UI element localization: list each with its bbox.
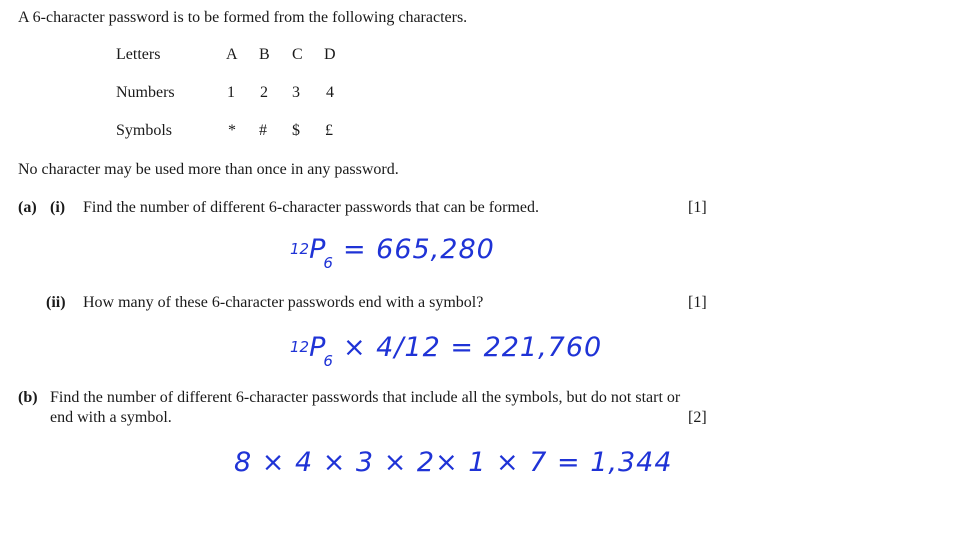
table-cell: # — [259, 122, 267, 139]
part-a-ii-marks: [1] — [688, 294, 707, 311]
row-label: Numbers — [116, 84, 175, 101]
answer-letter: P — [309, 234, 327, 265]
table-cell: * — [228, 122, 236, 139]
table-cell: $ — [292, 122, 300, 139]
intro-text: A 6-character password is to be formed from the following characters. — [18, 9, 468, 26]
row-label: Symbols — [116, 122, 173, 139]
answer-sup: 12 — [290, 338, 310, 356]
table-cell: 2 — [260, 84, 268, 101]
part-b-text-line1: Find the number of different 6-character passwords that include all the symbols, but do not start or — [50, 389, 681, 406]
table-cell: 3 — [292, 84, 300, 101]
part-a-i-marks: [1] — [688, 199, 707, 216]
row-label: Letters — [116, 46, 161, 63]
part-a-ii-text: How many of these 6-character passwords end with a symbol? — [83, 294, 484, 311]
table-cell: £ — [325, 122, 333, 139]
answer-a-i — [290, 234, 495, 272]
answer-b: 8 × 4 × 3 × 2× 1 × 7 = 1,344 — [234, 447, 673, 478]
part-a-label: (a) — [18, 199, 37, 216]
table-cell: 1 — [227, 84, 235, 101]
rule-text: No character may be used more than once in any password. — [18, 161, 399, 178]
answer-a-ii — [290, 332, 603, 370]
table-cell: B — [259, 46, 270, 63]
answer-sup: 12 — [290, 240, 310, 258]
part-b-label: (b) — [18, 389, 38, 406]
table-cell: 4 — [326, 84, 334, 101]
part-a-i-label: (i) — [50, 199, 66, 216]
answer-letter: P — [309, 332, 327, 363]
table-cell: C — [292, 46, 303, 63]
table-cell: A — [226, 46, 238, 63]
table-cell: D — [324, 46, 336, 63]
part-a-ii-label: (ii) — [46, 294, 66, 311]
answer-sub: 6 — [323, 352, 333, 370]
answer-sub: 6 — [323, 254, 333, 272]
answer-rest: = 665,280 — [342, 234, 495, 265]
part-b-text-line2: end with a symbol. — [50, 409, 172, 426]
answer-rest: × 4/12 = 221,760 — [342, 332, 603, 363]
part-b-marks: [2] — [688, 409, 707, 426]
part-a-i-text: Find the number of different 6-character passwords that can be formed. — [83, 199, 539, 216]
